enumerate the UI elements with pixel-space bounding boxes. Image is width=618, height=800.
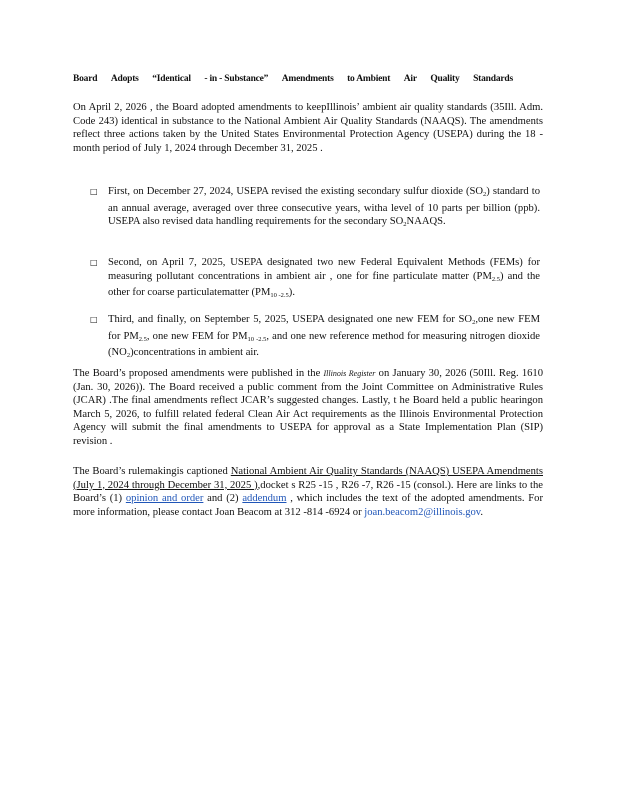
title-word: Quality: [430, 74, 460, 84]
rulemaking-paragraph: The Board’s rulemakingis captioned National Ambient Air Quality Standards (NAAQS) USEPA Amendments (July 1, 2024 through December 31, 2025 ),docket s R25 -15 , R26 -7, R26 -15 (consol.). Here are links to the Board’s (1) opinion and order and (2) addendum , which includes the text of the adopted amendments. For more information, please contact Joan Beacom at 312 -814 -6924 or joan.beacom2@illinois.gov.: [73, 466, 544, 518]
addendum-link[interactable]: addendum: [242, 493, 287, 505]
illinois-register-title: Illinois Register: [323, 369, 376, 378]
list-item: [90, 185, 540, 232]
list-item: [90, 256, 540, 303]
title-word: - in - Substance”: [204, 74, 269, 84]
title-word: “Identical: [152, 74, 191, 84]
email-link[interactable]: joan.beacom2@illinois.gov: [364, 506, 481, 518]
title-word: Air: [403, 74, 417, 84]
intro-paragraph: On April 2, 2026 , the Board adopted amendments to keepIllinois’ ambient air quality standards (35Ill. Adm. Code 243) identical in substance to the National Ambient Air Quality Standards (NAAQS). The amendments reflect three actions taken by the United States Environmental Protection Agency (USEPA) during the 18 -month period of July 1, 2024 through December 31, 2025 .: [73, 102, 543, 154]
title-word: to Ambient: [347, 74, 391, 84]
opinion-and-order-link[interactable]: opinion and order: [125, 493, 204, 505]
title-word: Board: [73, 74, 98, 84]
title-word: Adopts: [110, 74, 139, 84]
page-title: [73, 74, 513, 84]
rulemaking-caption: National Ambient Air Quality Standards (NAAQS) USEPA Amendments (July 1, 2024 through December 31, 2025 ): [73, 466, 543, 491]
list-item: [90, 313, 540, 363]
publication-paragraph: The Board’s proposed amendments were published in the Illinois Register on January 30, 2026 (50Ill. Reg. 1610 (Jan. 30, 2026)). The Board received a public comment from the Joint Committee on Administrative Rules (JCAR) .The final amendments reflect JCAR’s suggested changes. Lastly, t he Board held a public hearingon March 5, 2026, to fulfill related federal Clean Air Act requirements as the Illinois Environmental Protection Agency will submit the final amendments to USEPA for approval as a State Implementation Plan (SIP) revision .: [73, 368, 544, 447]
list-item-text: First, on December 27, 2024, USEPA revised the existing secondary sulfur dioxide $(SO_2)$ standard to an annual average, averaged over three consecutive years, witha level of 10 parts per billion (ppb). USEPA also revised data handling requirements for the secondary $SO_2NAAQS$.: [108, 186, 540, 229]
list-item-text: Third, and finally, on September 5, 2025, USEPA designated one new FEM for $SO_2,one$ new FEM for $PM_{2.5}$, one new FEM for $PM_{10 -2.5}$, and one new reference method for measuring nitrogen dioxide $(NO_2)concentrations$ in ambient air.: [108, 314, 541, 360]
title-word: Standards: [473, 74, 513, 84]
checkbox-bullet-icon: □: [90, 187, 98, 196]
checkbox-bullet-icon: □: [90, 315, 98, 324]
title-word: Amendments: [281, 74, 334, 84]
list-item-text: Second, on April 7, 2025, USEPA designated two new Federal Equivalent Methods (FEMs) for measuring pollutant concentrations in ambient air , one for fine particulate matter $(PM_{2.5})$ and the other for coarse particulatematter $(PM_{10 -2.5})$.: [108, 257, 540, 300]
checkbox-bullet-icon: □: [90, 258, 98, 267]
